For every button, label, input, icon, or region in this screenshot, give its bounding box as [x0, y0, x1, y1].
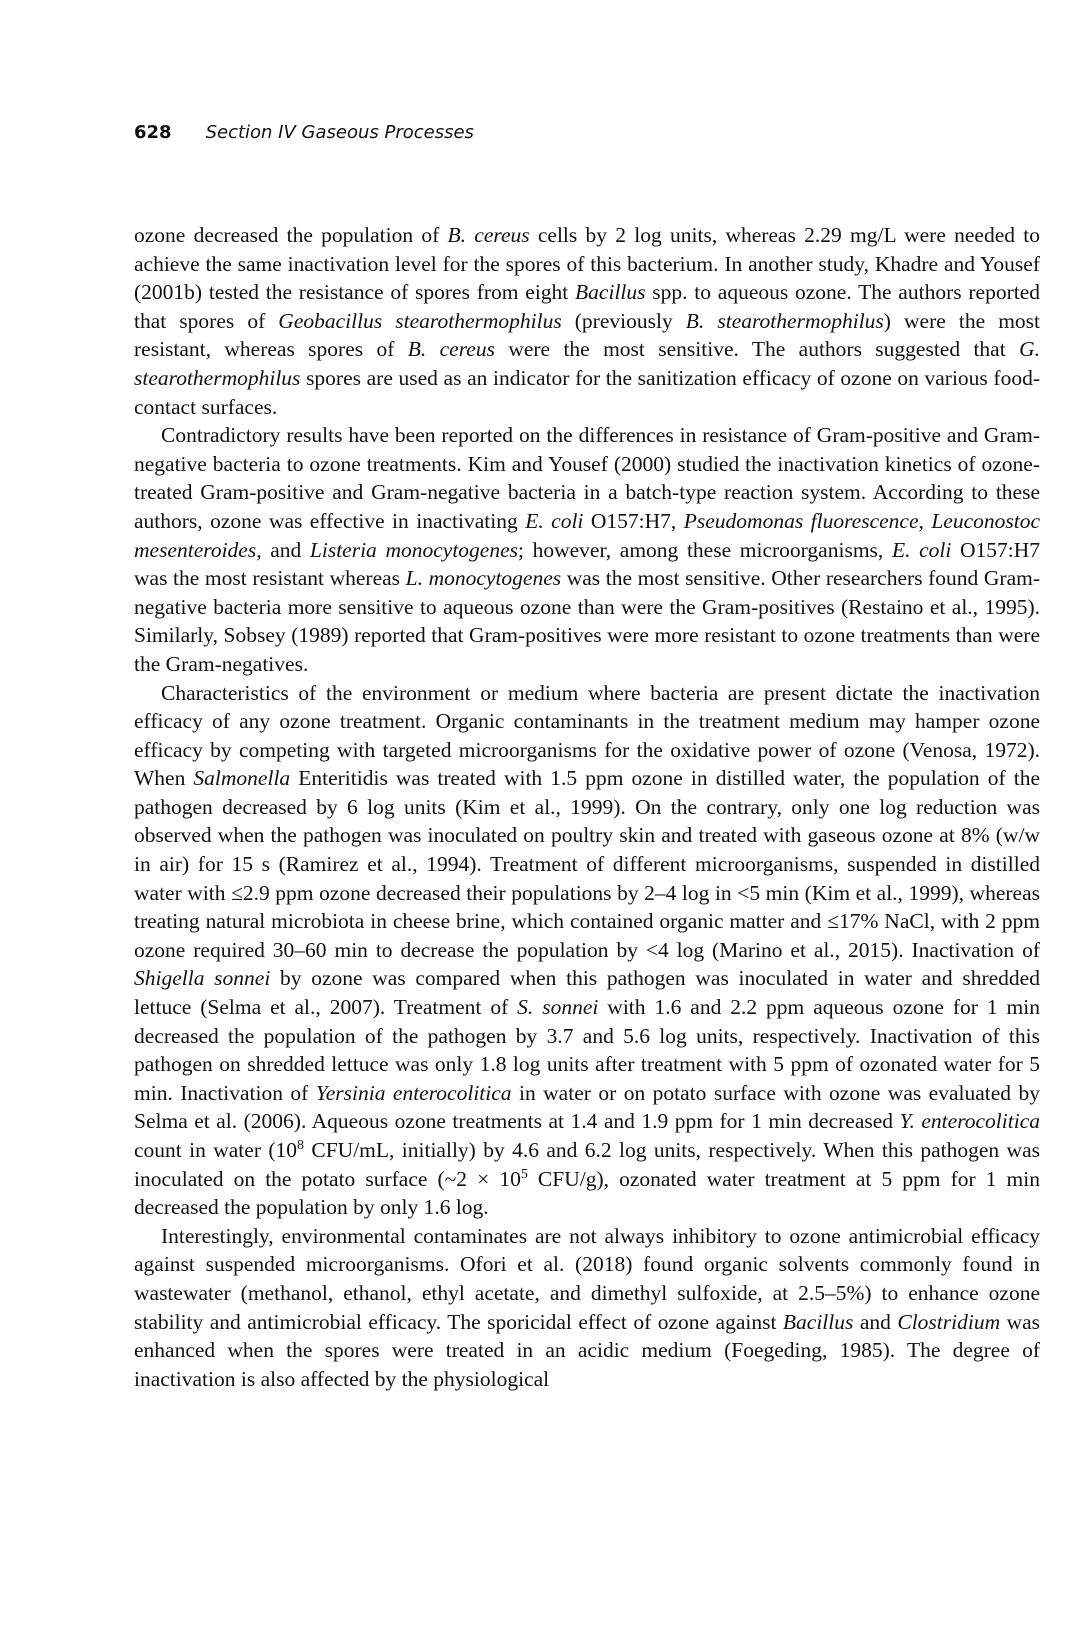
italic-run: Bacillus: [575, 280, 646, 305]
text-run: by ozone was compared when this pathogen was inoculated in water and shredded lettuce (Selma et al., 2007). Treatment of: [134, 966, 1040, 1020]
italic-run: Listeria monocytogenes: [309, 537, 518, 562]
text-run: CFU/g), ozonated water treatment at 5 ppm for 1 min decreased the population by only 1.6 log.: [134, 1166, 1040, 1220]
text-run: was the most sensitive. Other researchers found Gram-negative bacteria more sensitive to aqueous ozone than were the Gram-positives (Restaino et al., 1995). Similarly, Sobsey (1989) reported that Gram-positives were more resistant to ozone treatments than were the Gram-negatives.: [134, 566, 1041, 676]
italic-run: E. coli: [525, 508, 584, 533]
text-run: (previously: [561, 308, 686, 333]
italic-run: B. cereus: [447, 223, 530, 247]
italic-run: Y. enterocolitica: [899, 1109, 1040, 1134]
italic-run: L. monocytogenes: [405, 566, 562, 591]
page-number: 628: [134, 122, 172, 143]
italic-run: B. stearothermophilus: [685, 308, 884, 333]
paragraph: [134, 421, 1040, 678]
italic-run: Salmonella: [193, 766, 291, 791]
italic-run: Shigella sonnei: [134, 966, 271, 991]
superscript: 5: [520, 1166, 528, 1182]
text-run: , and: [256, 537, 310, 562]
italic-run: Geobacillus stearothermophilus: [278, 308, 562, 333]
italic-run: S. sonnei: [517, 995, 599, 1020]
text-run: spp. to aqueous ozone. The authors reported that spores of: [134, 280, 1040, 333]
paragraph: [134, 1222, 1040, 1394]
superscript: 8: [297, 1137, 305, 1153]
text-run: ,: [918, 508, 932, 533]
italic-run: Leuconostoc mesenteroides: [134, 508, 1041, 562]
text-run: CFU/mL, initially) by 4.6 and 6.2 log units, respectively. When this pathogen was inoculated on the potato surface (~2 × 10: [134, 1138, 1040, 1191]
body-text: [134, 221, 1040, 1393]
section-title: Section IV Gaseous Processes: [205, 122, 474, 143]
text-run: ozone decreased the population of: [134, 223, 448, 247]
text-run: O157:H7,: [583, 508, 684, 533]
paragraph: [134, 679, 1040, 1222]
running-header: [134, 122, 474, 143]
text-run: count in water (10: [134, 1138, 298, 1162]
text-run: were the most sensitive. The authors suggested that: [494, 337, 1020, 362]
text-run: ; however, among these microorganisms,: [518, 537, 892, 562]
text-run: Enteritidis was treated with 1.5 ppm ozone in distilled water, the population of the pathogen decreased by 6 log units (Kim et al., 1999). On the contrary, only one log reduction was observed when the pathogen was inoculated on poultry skin and treated with gaseous ozone at 8% (w/w in air) for 15 s (Ramirez et al., 1994). Treatment of different microorganisms, suspended in distilled water with ≤2.9 ppm ozone decreased their populations by 2–4 log in <5 min (Kim et al., 1999), whereas treating natural microbiota in cheese brine, which contained organic matter and ≤17% NaCl, with 2 ppm ozone required 30–60 min to decrease the population by <4 log (Marino et al., 2015). Inactivation of: [134, 766, 1041, 962]
italic-run: G. stearothermophilus: [134, 337, 1040, 390]
text-run: ) were the most resistant, whereas spores of: [134, 308, 1041, 362]
text-run: Characteristics of the environment or medium where bacteria are present dictate the inactivation efficacy of any ozone treatment. Organic contaminants in the treatment medium may hamper ozone efficacy by competing with targeted microorganisms for the oxidative power of ozone (Venosa, 1972). When: [134, 680, 1040, 791]
text-run: cells by 2 log units, whereas 2.29 mg/L were needed to achieve the same inactivation level for the spores of this bacterium. In another study, Khadre and Yousef (2001b) tested the resistance of spores from eight: [134, 223, 1040, 305]
text-run: with 1.6 and 2.2 ppm aqueous ozone for 1 min decreased the population of the pathogen by 3.7 and 5.6 log units, respectively. Inactivation of this pathogen on shredded lettuce was only 1.8 log units after treatment with 5 ppm of ozonated water for 5 min. Inactivation of: [134, 995, 1041, 1105]
italic-run: Pseudomonas fluorescence: [683, 508, 919, 533]
italic-run: Clostridium: [897, 1309, 1001, 1334]
italic-run: Yersinia enterocolitica: [315, 1080, 512, 1105]
text-run: was enhanced when the spores were treated in an acidic medium (Foegeding, 1985). The degree of inactivation is also affected by the physiological: [134, 1309, 1041, 1391]
text-run: and: [853, 1309, 898, 1334]
text-run: Interestingly, environmental contaminates are not always inhibitory to ozone antimicrobial efficacy against suspended microorganisms. Ofori et al. (2018) found organic solvents commonly found in wastewater (methanol, ethanol, ethyl acetate, and dimethyl sulfoxide, at 2.5–5%) to enhance ozone stability and antimicrobial efficacy. The sporicidal effect of ozone against: [134, 1223, 1040, 1334]
text-run: Contradictory results have been reported on the differences in resistance of Gram-positive and Gram-negative bacteria to ozone treatments. Kim and Yousef (2000) studied the inactivation kinetics of ozone-treated Gram-positive and Gram-negative bacteria in a batch-type reaction system. According to these authors, ozone was effective in inactivating: [134, 423, 1040, 533]
italic-run: B. cereus: [407, 337, 495, 362]
text-run: in water or on potato surface with ozone was evaluated by Selma et al. (2006). Aqueous ozone treatments at 1.4 and 1.9 ppm for 1 min decreased: [134, 1080, 1040, 1134]
paragraph: [134, 221, 1040, 421]
italic-run: Bacillus: [782, 1309, 854, 1334]
text-run: spores are used as an indicator for the sanitization efficacy of ozone on various food-contact surfaces.: [134, 365, 1040, 419]
italic-run: E. coli: [891, 537, 952, 562]
text-run: O157:H7 was the most resistant whereas: [134, 537, 1040, 591]
